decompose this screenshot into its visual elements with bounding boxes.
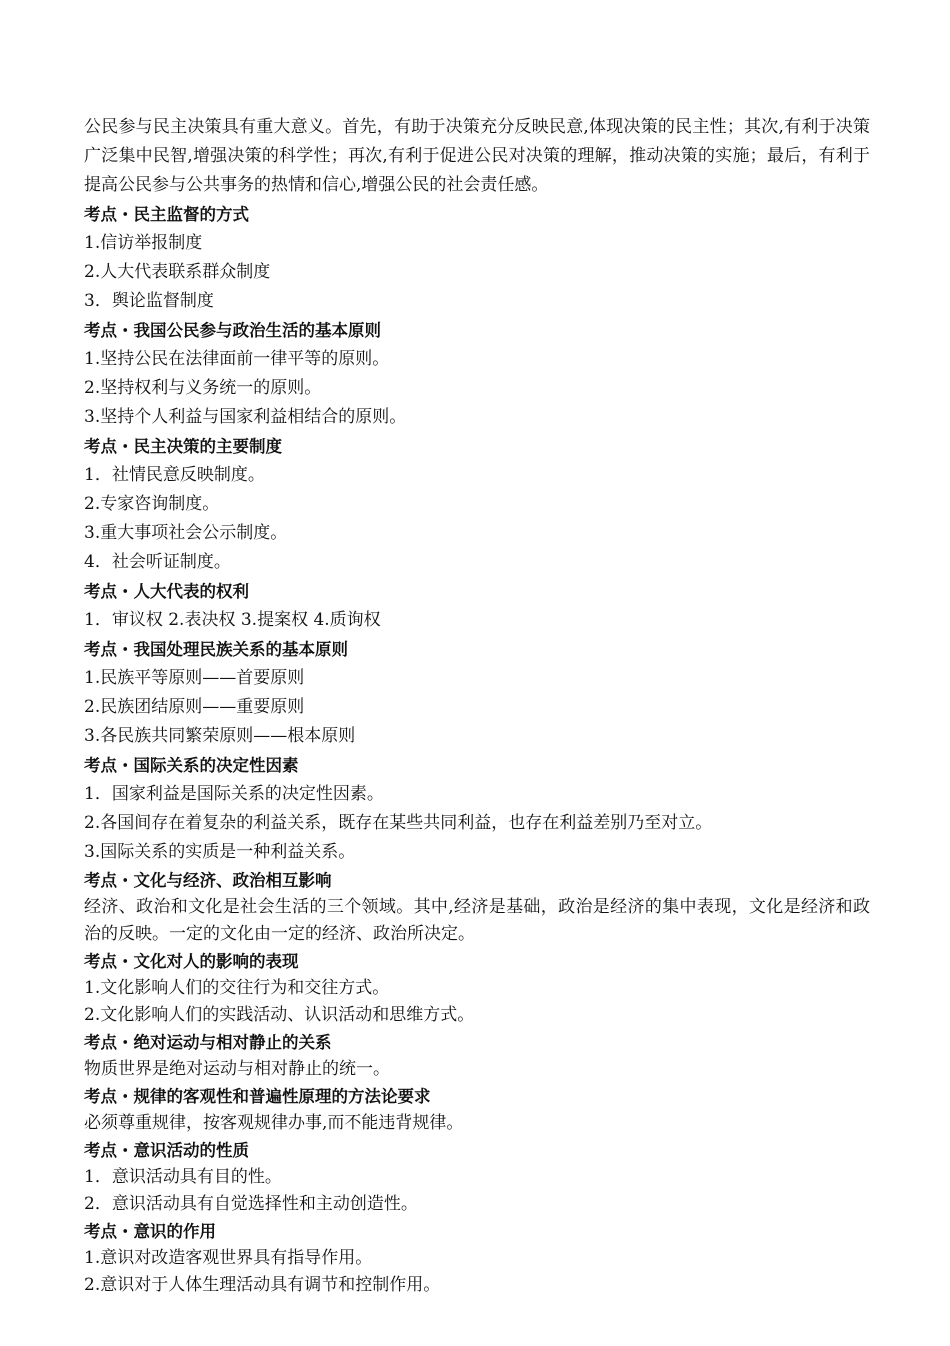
section-heading: 考点・民主监督的方式 — [84, 205, 249, 224]
list-item: 3.坚持个人利益与国家利益相结合的原则。 — [84, 407, 407, 427]
list-item: 2.意识对于人体生理活动具有调节和控制作用。 — [84, 1275, 441, 1295]
list-item: 1.信访举报制度 — [84, 233, 203, 253]
section-heading: 考点・国际关系的决定性因素 — [84, 756, 299, 775]
section-heading: 考点・人大代表的权利 — [84, 582, 249, 601]
section-heading: 考点・规律的客观性和普遍性原理的方法论要求 — [84, 1087, 431, 1106]
list-item: 4．社会听证制度。 — [84, 552, 231, 572]
document-page — [84, 113, 870, 1299]
list-item: 1．社情民意反映制度。 — [84, 465, 265, 485]
list-item: 3.各民族共同繁荣原则——根本原则 — [84, 726, 356, 746]
section-heading: 考点・我国公民参与政治生活的基本原则 — [84, 321, 381, 340]
section-heading: 考点・绝对运动与相对静止的关系 — [84, 1033, 332, 1052]
section-heading: 考点・意识活动的性质 — [84, 1141, 249, 1160]
list-item: 1．审议权 2.表决权 3.提案权 4.质询权 — [84, 610, 381, 630]
list-item: 物质世界是绝对运动与相对静止的统一。 — [84, 1059, 390, 1079]
section-paragraph: 经济、政治和文化是社会生活的三个领域。其中,经济是基础，政治是经济的集中表现，文化是经济和政治的反映。一定的文化由一定的经济、政治所决定。 — [84, 897, 870, 944]
list-item: 1．国家利益是国际关系的决定性因素。 — [84, 784, 384, 804]
list-item: 3.重大事项社会公示制度。 — [84, 523, 288, 543]
list-item: 3．舆论监督制度 — [84, 291, 214, 311]
intro-paragraph: 公民参与民主决策具有重大意义。首先，有助于决策充分反映民意,体现决策的民主性；其次,有利于决策广泛集中民智,增强决策的科学性；再次,有利于促进公民对决策的理解，推动决策的实施；最后，有利于提高公民参与公共事务的热情和信心,增强公民的社会责任感。 — [84, 117, 870, 195]
section-heading: 考点・文化与经济、政治相互影响 — [84, 871, 332, 890]
section-heading: 考点・意识的作用 — [84, 1222, 216, 1241]
section-heading: 考点・文化对人的影响的表现 — [84, 952, 299, 971]
list-item: 2.专家咨询制度。 — [84, 494, 220, 514]
list-item: 必须尊重规律，按客观规律办事,而不能违背规律。 — [84, 1113, 464, 1133]
list-item: 1.文化影响人们的交往行为和交往方式。 — [84, 978, 390, 998]
list-item: 1.坚持公民在法律面前一律平等的原则。 — [84, 349, 390, 369]
section-heading: 考点・我国处理民族关系的基本原则 — [84, 640, 348, 659]
list-item: 1.民族平等原则——首要原则 — [84, 668, 305, 688]
list-item: 2.各国间存在着复杂的利益关系，既存在某些共同利益，也存在利益差别乃至对立。 — [84, 813, 713, 833]
list-item: 3.国际关系的实质是一种利益关系。 — [84, 842, 356, 862]
list-item: 2.坚持权利与义务统一的原则。 — [84, 378, 322, 398]
list-item: 1.意识对改造客观世界具有指导作用。 — [84, 1248, 373, 1268]
list-item: 2．意识活动具有自觉选择性和主动创造性。 — [84, 1194, 418, 1214]
section-heading: 考点・民主决策的主要制度 — [84, 437, 282, 456]
list-item: 2.人大代表联系群众制度 — [84, 262, 271, 282]
list-item: 1．意识活动具有目的性。 — [84, 1167, 282, 1187]
list-item: 2.文化影响人们的实践活动、认识活动和思维方式。 — [84, 1005, 475, 1025]
list-item: 2.民族团结原则——重要原则 — [84, 697, 305, 717]
